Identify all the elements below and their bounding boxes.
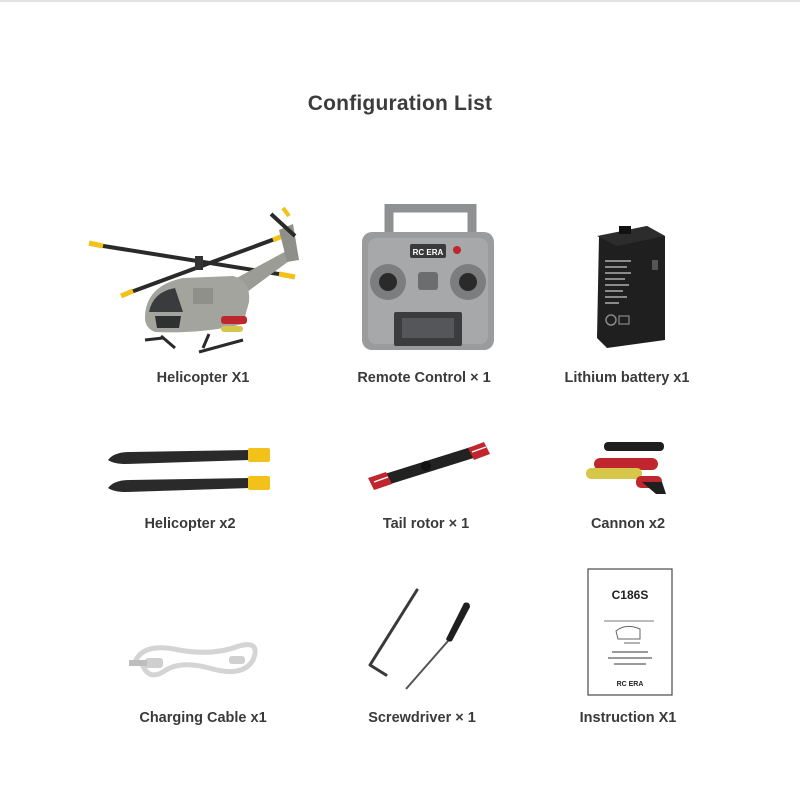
item-label: Remote Control × 1 bbox=[357, 370, 491, 386]
item-label: Cannon x2 bbox=[590, 516, 666, 532]
manual-icon bbox=[508, 565, 748, 700]
manual-model: C186S bbox=[611, 588, 649, 602]
item-label: Helicopter x2 bbox=[144, 516, 236, 532]
helicopter-icon bbox=[83, 200, 323, 360]
battery-icon bbox=[507, 220, 747, 350]
top-divider bbox=[0, 0, 800, 2]
remote-brand: RC ERA bbox=[412, 248, 444, 257]
page-title: Configuration List bbox=[307, 92, 493, 115]
item-label: Lithium battery x1 bbox=[564, 370, 690, 386]
item-label: Tail rotor × 1 bbox=[382, 516, 470, 532]
cannon-icon bbox=[508, 434, 748, 504]
item-label: Charging Cable x1 bbox=[139, 710, 267, 726]
manual-brand: RC ERA bbox=[616, 681, 644, 688]
item-label: Screwdriver × 1 bbox=[368, 710, 476, 726]
screwdriver-icon bbox=[302, 585, 542, 695]
rotor-blades-icon bbox=[70, 438, 310, 508]
item-label: Helicopter X1 bbox=[156, 370, 250, 386]
usb-cable-icon bbox=[83, 628, 323, 688]
item-label: Instruction X1 bbox=[579, 710, 677, 726]
